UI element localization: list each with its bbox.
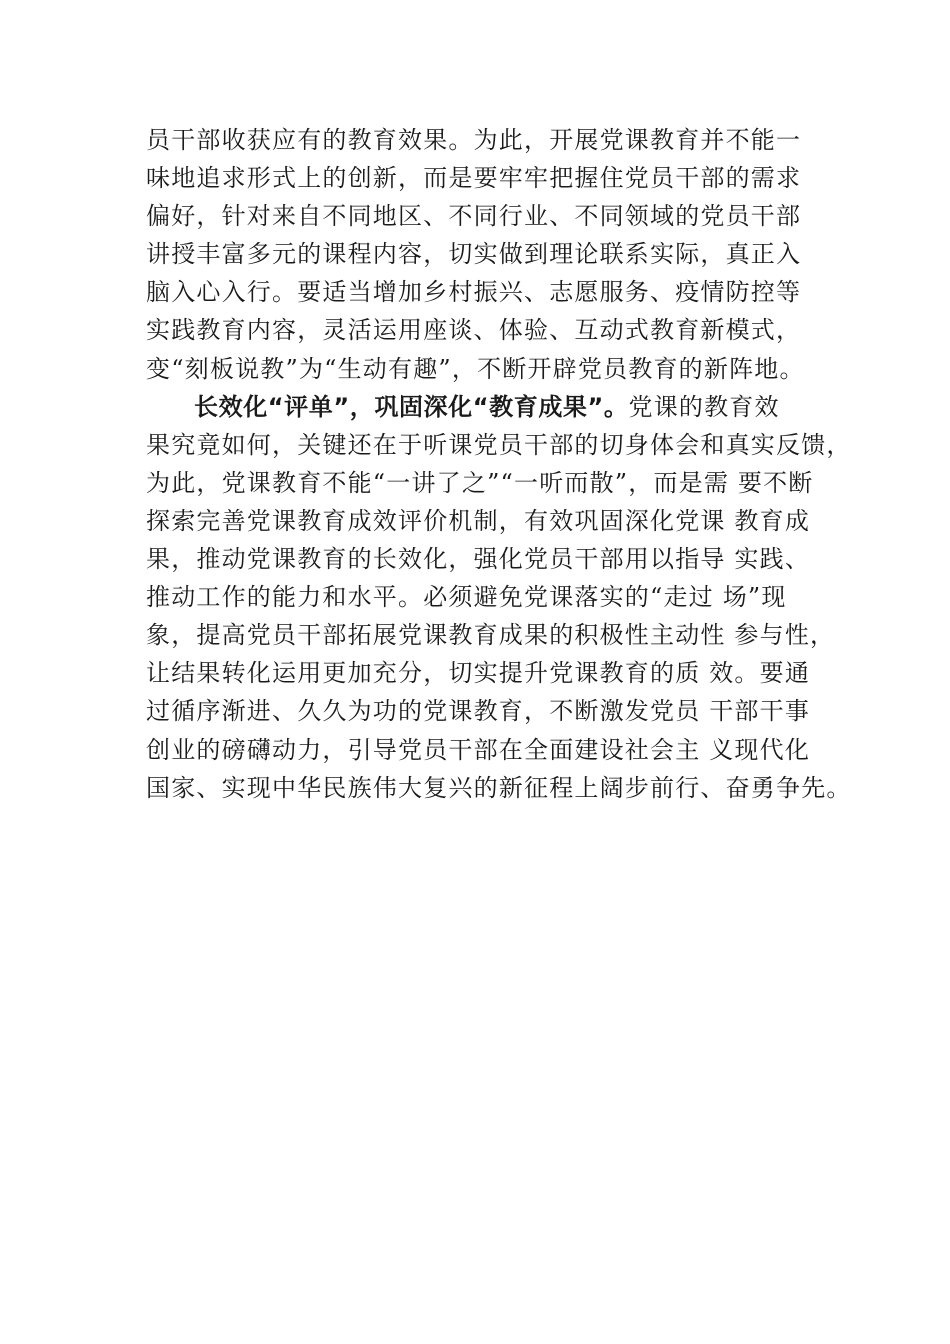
paragraph1-line: 讲授丰富多元的课程内容，切实做到理论联系实际，真正入 xyxy=(146,240,802,269)
paragraph2-first-line-text: 党课的教育效 xyxy=(628,392,780,421)
paragraph1-line: 实践教育内容，灵活运用座谈、体验、互动式教育新模式， xyxy=(146,316,802,345)
body-text xyxy=(146,121,866,807)
paragraph2-first-line xyxy=(146,388,866,426)
section-heading: 长效化“评单”，巩固深化“教育成果”。 xyxy=(194,392,629,421)
paragraph2-line: 推动工作的能力和水平。必须避免党课落实的“走过 场”现 xyxy=(146,583,787,612)
paragraph2-line: 过循序渐进、久久为功的党课教育，不断激发党员 干部干事 xyxy=(146,697,811,726)
paragraph2-line: 果，推动党课教育的长效化，强化党员干部用以指导 实践、 xyxy=(146,545,811,574)
paragraph1-line: 偏好，针对来自不同地区、不同行业、不同领域的党员干部 xyxy=(146,202,802,231)
paragraph1-line: 味地追求形式上的创新，而是要牢牢把握住党员干部的需求 xyxy=(146,164,802,193)
paragraph2-line: 国家、实现中华民族伟大复兴的新征程上阔步前行、奋勇争先。 xyxy=(146,773,852,802)
paragraph1-line: 员干部收获应有的教育效果。为此，开展党课教育并不能一 xyxy=(146,126,802,154)
paragraph2-line: 探索完善党课教育成效评价机制，有效巩固深化党课 教育成 xyxy=(146,506,811,535)
paragraph2-line: 为此，党课教育不能“一讲了之”“一听而散”，而是需 要不断 xyxy=(146,468,814,497)
paragraph1-line: 脑入心入行。要适当增加乡村振兴、志愿服务、疫情防控等 xyxy=(146,278,802,307)
paragraph2-line: 象，提高党员干部拓展党课教育成果的积极性主动性 参与性， xyxy=(146,621,836,650)
paragraph2-line: 果究竟如何，关键还在于听课党员干部的切身体会和真实反馈， xyxy=(146,430,852,459)
paragraph2-line: 创业的磅礴动力，引导党员干部在全面建设社会主 义现代化 xyxy=(146,735,811,764)
paragraph1-line: 变“刻板说教”为“生动有趣”，不断开辟党员教育的新阵地。 xyxy=(146,354,805,383)
paragraph2-line: 让结果转化运用更加充分，切实提升党课教育的质 效。要通 xyxy=(146,659,811,688)
